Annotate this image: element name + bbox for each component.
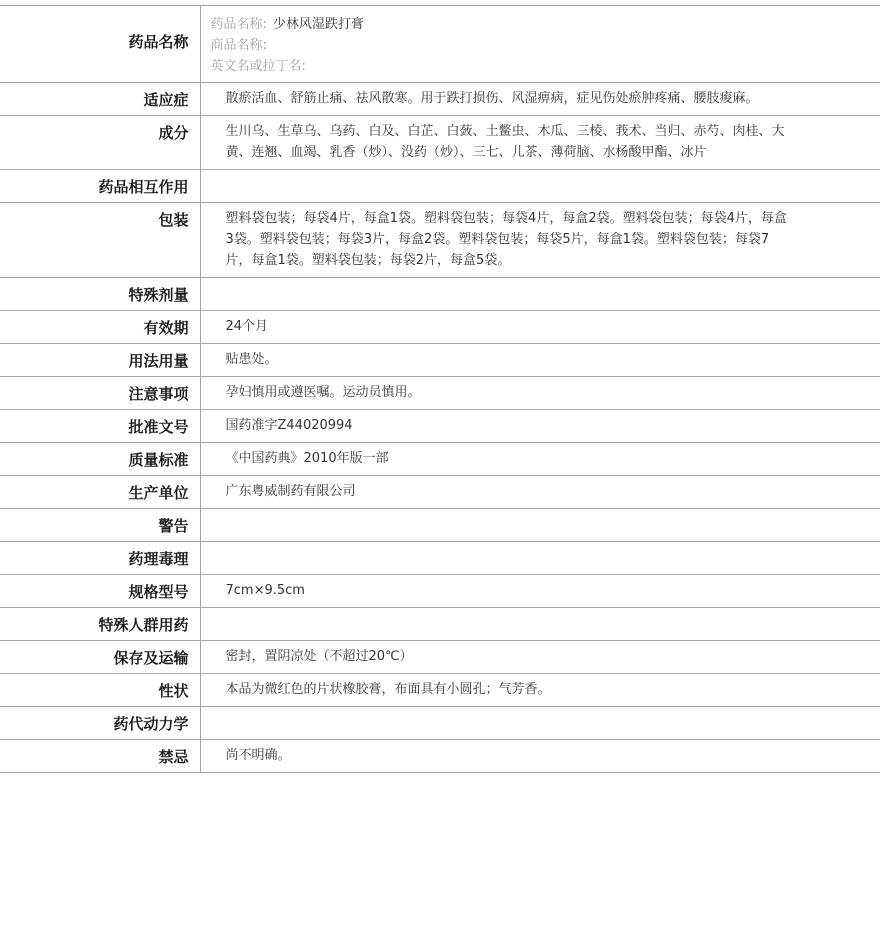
spec-row bbox=[0, 410, 880, 443]
spec-label-drug-name: 药品名称 bbox=[0, 6, 200, 83]
spec-row-label: 批准文号 bbox=[0, 410, 200, 443]
spec-row bbox=[0, 278, 880, 311]
spec-row bbox=[0, 707, 880, 740]
spec-row-value: 国药准字Z44020994 bbox=[200, 410, 880, 443]
spec-row bbox=[0, 674, 880, 707]
spec-row bbox=[0, 509, 880, 542]
latin-name-line bbox=[211, 56, 871, 77]
spec-row-label: 用法用量 bbox=[0, 344, 200, 377]
spec-row bbox=[0, 575, 880, 608]
latin-name-label: 英文名或拉丁名: bbox=[210, 59, 306, 74]
spec-row-value: 密封，置阴凉处（不超过20℃） bbox=[200, 641, 880, 674]
spec-row-label: 有效期 bbox=[0, 311, 200, 344]
spec-row-label: 保存及运输 bbox=[0, 641, 200, 674]
spec-row-label: 规格型号 bbox=[0, 575, 200, 608]
spec-row-label: 注意事项 bbox=[0, 377, 200, 410]
spec-row bbox=[0, 608, 880, 641]
spec-row-label: 禁忌 bbox=[0, 740, 200, 773]
spec-row-value: 24个月 bbox=[200, 311, 880, 344]
drug-spec-sheet bbox=[0, 5, 880, 773]
spec-row bbox=[0, 377, 880, 410]
spec-row bbox=[0, 542, 880, 575]
spec-row-value bbox=[200, 707, 880, 740]
spec-row-label: 质量标准 bbox=[0, 443, 200, 476]
drug-spec-table bbox=[0, 5, 880, 773]
spec-row bbox=[0, 641, 880, 674]
spec-row-value: 广东粤威制药有限公司 bbox=[200, 476, 880, 509]
spec-row bbox=[0, 83, 880, 116]
spec-row-label: 生产单位 bbox=[0, 476, 200, 509]
drug-spec-body bbox=[0, 6, 880, 773]
spec-row-value: 生川乌、生草乌、乌药、白及、白芷、白蔹、土鳖虫、木瓜、三棱、莪术、当归、赤芍、肉桂、大黄、连翘、血竭、乳香（炒）、没药（炒）、三七、儿茶、薄荷脑、水杨酸甲酯、冰片 bbox=[200, 116, 880, 170]
spec-row-value: 本品为微红色的片状橡胶膏，布面具有小圆孔；气芳香。 bbox=[200, 674, 880, 707]
spec-row-value bbox=[200, 608, 880, 641]
spec-row-value: 《中国药典》2010年版一部 bbox=[200, 443, 880, 476]
spec-row-label: 成分 bbox=[0, 116, 200, 170]
generic-name-label: 药品名称: bbox=[210, 17, 267, 32]
spec-row-value: 贴患处。 bbox=[200, 344, 880, 377]
spec-row bbox=[0, 443, 880, 476]
spec-row-value: 尚不明确。 bbox=[200, 740, 880, 773]
trade-name-label: 商品名称: bbox=[210, 38, 267, 53]
generic-name-value: 少林风湿跌打膏 bbox=[272, 17, 364, 32]
generic-name-line bbox=[211, 14, 871, 35]
spec-row bbox=[0, 170, 880, 203]
spec-row-label: 警告 bbox=[0, 509, 200, 542]
spec-row-label: 特殊剂量 bbox=[0, 278, 200, 311]
spec-row bbox=[0, 476, 880, 509]
spec-row-label: 性状 bbox=[0, 674, 200, 707]
spec-row bbox=[0, 116, 880, 170]
spec-row-value: 塑料袋包装；每袋4片，每盒1袋。塑料袋包装；每袋4片，每盒2袋。塑料袋包装；每袋4片，每盒3袋。塑料袋包装；每袋3片，每盒2袋。塑料袋包装；每袋5片，每盒1袋。塑料袋包装；每袋7片，每盒1袋。塑料袋包装；每袋2片，每盒5袋。 bbox=[200, 203, 880, 278]
spec-row-label: 药代动力学 bbox=[0, 707, 200, 740]
spec-value-drug-name bbox=[200, 6, 880, 83]
spec-row-label: 适应症 bbox=[0, 83, 200, 116]
spec-row-drug-name bbox=[0, 6, 880, 83]
spec-row bbox=[0, 203, 880, 278]
spec-row-label: 包装 bbox=[0, 203, 200, 278]
spec-row bbox=[0, 311, 880, 344]
spec-row-value bbox=[200, 509, 880, 542]
spec-row-value bbox=[200, 278, 880, 311]
spec-row-value bbox=[200, 170, 880, 203]
spec-row bbox=[0, 740, 880, 773]
trade-name-line bbox=[211, 35, 871, 56]
spec-row-value: 孕妇慎用或遵医嘱。运动员慎用。 bbox=[200, 377, 880, 410]
spec-row-label: 药理毒理 bbox=[0, 542, 200, 575]
spec-row-label: 药品相互作用 bbox=[0, 170, 200, 203]
spec-row-value bbox=[200, 542, 880, 575]
spec-row bbox=[0, 344, 880, 377]
spec-row-label: 特殊人群用药 bbox=[0, 608, 200, 641]
spec-row-value: 7cm×9.5cm bbox=[200, 575, 880, 608]
spec-row-value: 散瘀活血、舒筋止痛、祛风散寒。用于跌打损伤、风湿痹病，症见伤处瘀肿疼痛、腰肢痠麻。 bbox=[200, 83, 880, 116]
